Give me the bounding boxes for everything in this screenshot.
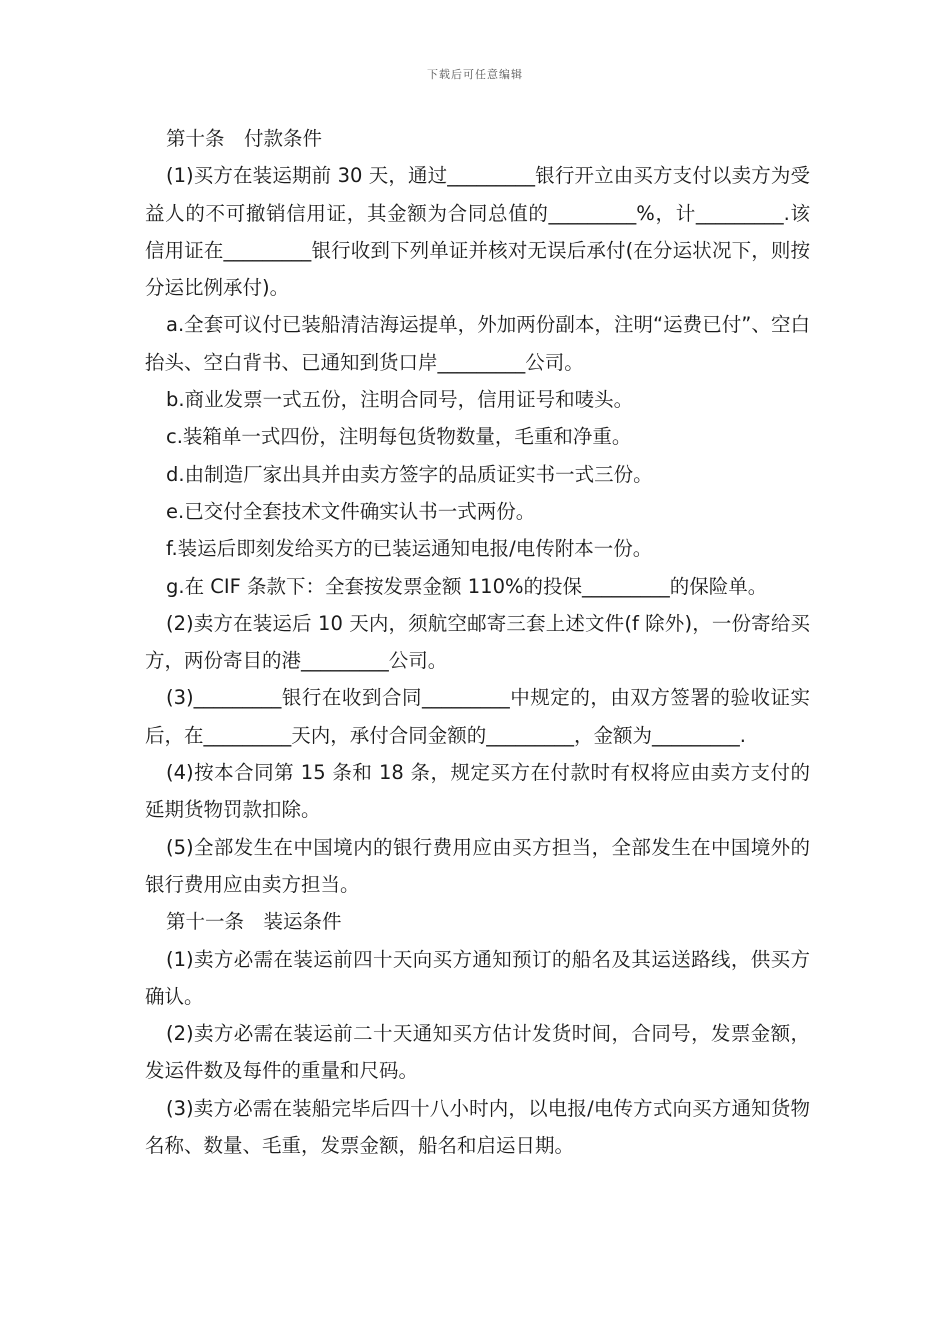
article-10-clause-3: (3)_________银行在收到合同_________中规定的，由双方签署的验收证实后，在_________天内，承付合同金额的_________，金额为_________.	[145, 686, 810, 747]
document-body	[145, 120, 810, 1164]
article-10-heading: 第十条 付款条件	[166, 127, 323, 150]
article-10-item-e: e.已交付全套技术文件确实认书一式两份。	[166, 499, 536, 523]
article-10-item-f: f.装运后即刻发给买方的已装运通知电报/电传附本一份。	[166, 537, 653, 561]
article-10-item-g: g.在 CIF 条款下：全套按发票金额 110%的投保_________的保险单。	[166, 574, 768, 598]
article-11-clause-3: (3)卖方必需在装船完毕后四十八小时内，以电报/电传方式向买方通知货物名称、数量、毛重，发票金额，船名和启运日期。	[145, 1096, 810, 1158]
article-10-clause-1: (1)买方在装运期前 30 天，通过_________银行开立由买方支付以卖方为受益人的不可撤销信用证，其金额为合同总值的_________%，计_________.该信用证在_________银行收到下列单证并核对无误后承付(在分运状况下，则按分运比例承付)。	[145, 164, 810, 300]
article-11-heading: 第十一条 装运条件	[166, 910, 342, 934]
article-10-item-c: c.装箱单一式四份，注明每包货物数量，毛重和净重。	[166, 425, 632, 449]
article-10-clause-2: (2)卖方在装运后 10 天内，须航空邮寄三套上述文件(f 除外)，一份寄给买方，两份寄目的港_________公司。	[145, 611, 810, 673]
article-11-clause-1: (1)卖方必需在装运前四十天向买方通知预订的船名及其运送路线，供买方确认。	[145, 947, 810, 1008]
article-10-item-b: b.商业发票一式五份，注明合同号，信用证号和唛头。	[166, 388, 634, 412]
header-note: 下载后可任意编辑	[427, 68, 523, 81]
article-10-clause-4: (4)按本合同第 15 条和 18 条，规定买方在付款时有权将应由卖方支付的延期货物罚款扣除。	[145, 761, 810, 822]
article-10-item-a: a.全套可议付已装船清洁海运提单，外加两份副本，注明“运费已付”、空白抬头、空白背书、已通知到货口岸_________公司。	[145, 313, 810, 374]
article-10-item-d: d.由制造厂家出具并由卖方签字的品质证实书一式三份。	[166, 462, 653, 486]
article-11-clause-2: (2)卖方必需在装运前二十天通知买方估计发货时间，合同号，发票金额，发运件数及每件的重量和尺码。	[145, 1022, 810, 1083]
article-10-clause-5: (5)全部发生在中国境内的银行费用应由买方担当，全部发生在中国境外的银行费用应由卖方担当。	[145, 835, 810, 896]
